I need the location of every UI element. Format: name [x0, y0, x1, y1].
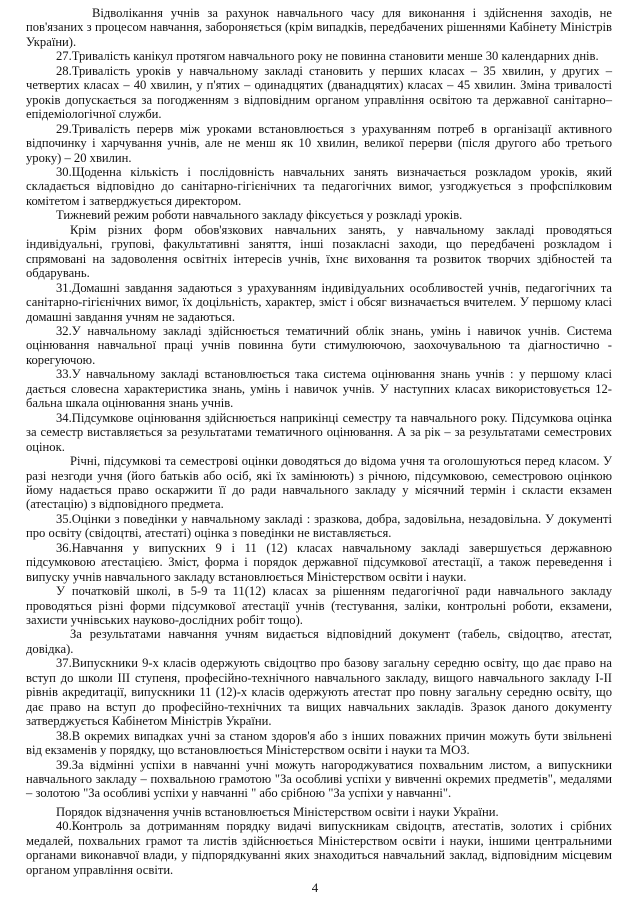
paragraph-weekly-schedule: Тижневий режим роботи навчального закладу фіксується у розкладі уроків. [56, 208, 463, 223]
paragraph-30: 30.Щоденна кількість і послідовність навчальних занять визначається розкладом уроків, який складається відповідно до санітарно-гігієнічних та педагогічних вимог, узгоджується з профспілковим комітетом і затверджується директором. [26, 164, 612, 208]
paragraph-34: 34.Підсумкове оцінювання здійснюється наприкінці семестру та навчального року. Підсумкова оцінка за семестр виставляється за результатами тематичного оцінювання. А за рік – за результатами семестрових оцінок. [26, 410, 612, 454]
paragraph-39: 39.За відмінні успіхи в навчанні учні можуть нагороджуватися похвальним листом, а випускники навчального закладу – похвальною грамотою "За особливі успіхи у вивченні окремих предметів", медалями – золотою "За особливі успіхи у навчанні " або срібною "За успіхи у навчанні". [26, 757, 612, 801]
paragraph-29: 29.Тривалість перерв між уроками встановлюється з урахуванням потреб в організації активного відпочинку і харчування учнів, але не менш як 10 хвилин, великої перерви (після другого або третього уроку) – 20 хвилин. [26, 121, 612, 165]
paragraph-40: 40.Контроль за дотриманням порядку видачі випускникам свідоцтв, атестатів, золотих і срібних медалей, похвальних грамот та листів здійснюється Міністерством освіти і науки, іншими центральними органами виконавчої влади, у підпорядкуванні яких знаходиться навчальний заклад, відповідним місцевим органом управління освіти. [26, 819, 612, 877]
paragraph-38: 38.В окремих випадках учні за станом здоров'я або з інших поважних причин можуть бути звільнені від екзаменів у порядку, що встановлюється Міністерством освіти і науки та МОЗ. [26, 728, 612, 758]
paragraph-31: 31.Домашні завдання задаються з урахуванням індивідуальних особливостей учнів, педагогічних та санітарно-гігієнічних вимог, їх доцільність, характер, зміст і обсяг визначається вчителем. У першому класі домашні завдання учням не задаються. [26, 280, 612, 324]
paragraph-36: 36.Навчання у випускних 9 і 11 (12) класах навчальному закладі завершується державною підсумковою атестацією. Зміст, форма і порядок державної підсумкової атестації, а також переведення і випуску учнів навчального закладу встановлюється Міністерством освіти і науки. [26, 540, 612, 584]
page-number: 4 [311, 880, 319, 895]
paragraph-27: 27.Тривалість канікул протягом навчального року не повинна становити менше 30 календарних днів. [56, 49, 599, 64]
paragraph-intro: Відволікання учнів за рахунок навчального часу для виконання і здійснення заходів, не пов'язаних з процесом навчання, забороняється (крім випадків, передбачених рішеннями Кабінету Міністрів України). [26, 6, 612, 49]
paragraph-33: 33.У навчальному закладі встановлюється така система оцінювання знань учнів : у першому класі дається словесна характеристика знань, умінь і навичок учнів. У наступних класах використовується 12-бальна шкала оцінювання знань учнів. [26, 367, 612, 411]
paragraph-forms-of-classes: Крім різних форм обов'язкових навчальних занять, у навчальному закладі проводяться індивідуальні, групові, факультативні заняття, інші позакласні заходи, що передбачені розкладом і спрямовані на задоволення освітніх інтересів учнів, їхнє виховання та розвиток творчих здібностей та обдарувань. [26, 222, 612, 281]
paragraph-results-document: За результатами навчання учням видається відповідний документ (табель, свідоцтво, атестат, довідка). [26, 627, 612, 656]
paragraph-37: 37.Випускники 9-х класів одержують свідоцтво про базову загальну середню освіту, що дає право на вступ до школи ІІІ ступеня, професійно-технічного навчального закладу, вищого навчального закладу І-ІІ рівнів акредитації, випускники 11 (12)-х класів одержують атестат про повну загальну середню освіту, що дає право на вступ до професійно-технічних та вищих навчальних закладів. Зразок даного документу затверджується Кабінетом Міністрів України. [26, 656, 612, 729]
paragraph-35: 35.Оцінки з поведінки у навчальному закладі : зразкова, добра, задовільна, незадовільна. У документі про освіту (свідоцтві, атестаті) оцінка з поведінки не виставляється. [26, 511, 612, 541]
paragraph-32: 32.У навчальному закладі здійснюється тематичний облік знань, умінь і навичок учнів. Система оцінювання навчальної праці учнів повинна бути стимулюючою, заохочувальною та діагностично - корегуючою. [26, 323, 612, 367]
paragraph-award-order: Порядок відзначення учнів встановлюється Міністерством освіти і науки України. [56, 804, 499, 819]
paragraph-primary-school: У початковій школі, в 5-9 та 11(12) класах за рішенням педагогічної ради навчального закладу проводяться різні форми підсумкової атестації учнів (тестування, заліки, контрольні роботи, екзамени, захисти учнівських науково-дослідних робіт тощо). [26, 584, 612, 628]
paragraph-annual-grades: Річні, підсумкові та семестрові оцінки доводяться до відома учня та оголошуються перед класом. У разі незгоди учня (його батьків або осіб, які їх замінюють) з річною, підсумковою, семестровою оцінкою йому надається право оскаржити її до ради навчального закладу у місячний термін і скласти екзамен (атестацію) з відповідного предмета. [26, 454, 612, 512]
paragraph-28: 28.Тривалість уроків у навчальному закладі становить у перших класах – 35 хвилин, у других – четвертих класах – 40 хвилин, у п'ятих – одинадцятих (дванадцятих) класах – 45 хвилин. Зміна тривалості уроків допускається за погодженням з відповідним органом управління освітою та державної санітарно–епідеміологічної служби. [26, 63, 612, 122]
